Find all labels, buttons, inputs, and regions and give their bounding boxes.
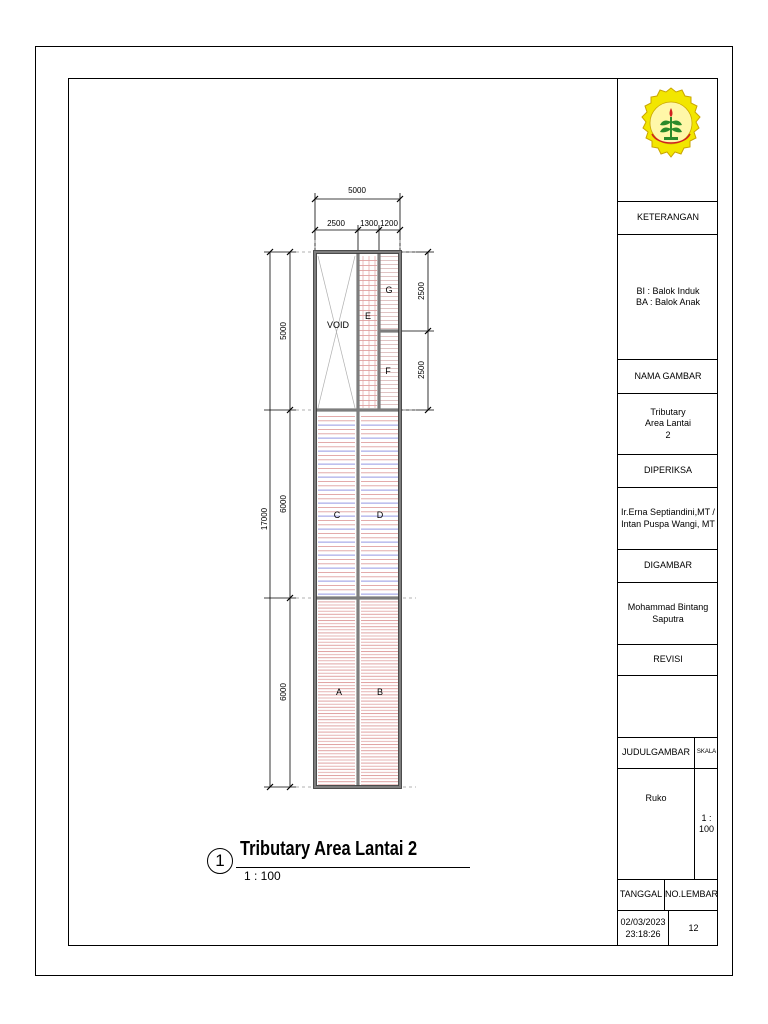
diperiksa-label: DIPERIKSA [618,454,718,487]
lembar-value: 12 [688,922,699,933]
judul-value: Ruko [618,769,695,879]
university-logo [640,86,702,176]
university-seal-icon [640,86,702,176]
dim-width-2: 1300 [360,219,378,228]
skala-label: SKALA [696,749,717,756]
view-number: 1 [215,851,225,870]
area-label-c: C [333,510,341,520]
tanggal-value: 02/03/2023 23:18:26 [618,911,669,946]
dim-length-2: 6000 [279,495,288,513]
keterangan-value: BI : Balok Induk BA : Balok Anak [618,234,718,359]
void-label: VOID [326,320,350,330]
skala-value: 1 : 100 [698,812,715,834]
void-cross [318,256,355,408]
view-scale: 1 : 100 [244,869,281,883]
revisi-label: REVISI [618,644,718,675]
dim-length-3: 6000 [279,683,288,701]
judul-header-row [618,737,718,768]
tanggal-value-row [618,910,718,946]
judul-value-row [618,768,718,879]
dim-total-width: 5000 [348,186,366,195]
title-block [617,78,718,946]
area-label-b: B [376,687,384,697]
lembar-label: NO.LEMBAR [664,889,718,900]
dim-width-1: 2500 [327,219,345,228]
judul-label: JUDULGAMBAR [618,738,695,768]
diperiksa-value: Ir.Erna Septiandini,MT / Intan Puspa Wangi, MT [618,487,718,549]
dim-right-1: 2500 [417,282,426,300]
area-label-f: F [385,366,391,376]
view-title-underline [236,867,470,868]
dim-width-3: 1200 [380,219,398,228]
area-e-fill [359,256,377,408]
area-label-g: G [385,285,393,295]
view-number-bubble [207,848,233,874]
tanggal-label: TANGGAL [618,880,665,910]
view-title: Tributary Area Lantai 2 [240,838,418,860]
keterangan-label: KETERANGAN [618,201,718,234]
dim-right-2: 2500 [417,361,426,379]
digambar-label: DIGAMBAR [618,549,718,582]
area-c-fill [318,413,355,596]
digambar-value: Mohammad Bintang Saputra [618,582,718,644]
area-d-fill [361,413,398,596]
area-label-a: A [335,687,343,697]
area-label-e: E [364,311,372,321]
dim-length-1: 5000 [279,322,288,340]
area-label-d: D [376,510,384,520]
tanggal-header-row [618,879,718,910]
nama-gambar-value: Tributary Area Lantai 2 [618,393,718,454]
revisi-value [618,675,718,737]
nama-gambar-label: NAMA GAMBAR [618,359,718,393]
dim-total-length: 17000 [260,507,269,531]
